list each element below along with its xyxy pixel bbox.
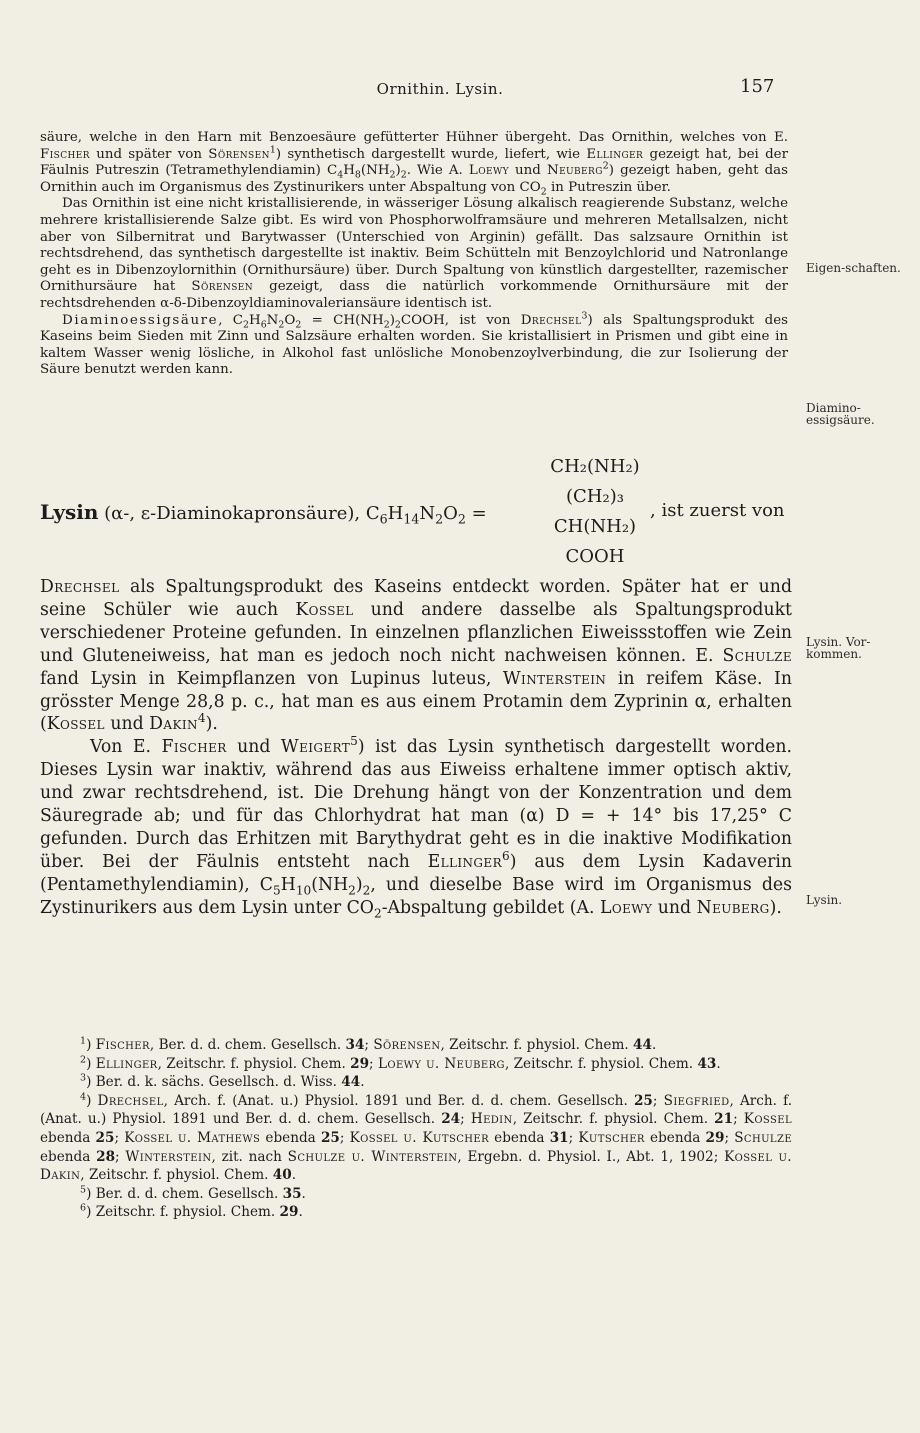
lysin-formula (40, 452, 800, 578)
author-name: Sörensen (191, 279, 254, 295)
author-name: Fischer (40, 146, 90, 162)
author-name: Winterstein (502, 668, 607, 689)
footnote-ref: 5 (350, 734, 358, 749)
footnotes (40, 1036, 792, 1222)
author-name: Ellinger (586, 146, 644, 162)
footnote-6: $^6$) Zeitschr. f. physiol. Chem. 29. (80, 1202, 303, 1221)
formula-line: COOH (565, 546, 625, 567)
footnote-ref: 3 (581, 310, 588, 322)
author-name: Kossel (295, 599, 354, 620)
footnote-ref: 4 (197, 711, 206, 726)
author-name: Drechsel (40, 577, 120, 597)
paragraph-diaminoessigsaeure: Diaminoessigsäure, $C_2H_6N_2O_2$ = $CH(NH_2)_2COOH$, ist von Drechsel$^3$) als Spaltungsprodukt des Kaseins beim Sieden mit Zinn und Salzsäure erhalten worden. Sie kristallisiert in Prismen und gibt eine in kaltem Wasser wenig lösliche, in Alkohol fast unlösliche Monobenzoylverbindung, die zur Isolierung der Säure benutzt werden kann. (40, 310, 788, 378)
margin-note-eigenschaften: Eigen-schaften. (806, 261, 901, 275)
author-name: Drechsel (520, 312, 582, 328)
paragraph-ornithin-continued: säure, welche in den Harn mit Benzoesäure gefütterter Hühner übergeht. Das Ornithin, welches von E. Fischer und später von Sörensen$^1$) synthetisch dargestellt wurde, liefert, wie Ellinger gezeigt hat, bei der Fäulnis Putreszin (Tetramethylendiamin) $C_4H_8(NH_2)_2$. Wie A. Loewy und Neuberg$^2$) gezeigt haben, geht das Ornithin auch im Organismus des Zystinurikers unter Abspaltung von $CO_2$ in Putreszin über. (40, 130, 788, 198)
footnote-4: $^4$) Drechsel, Arch. f. (Anat. u.) Physiol. 1891 und Ber. d. d. chem. Gesellsch. 25; Siegfried, Arch. f. (Anat. u.) Physiol. 1891 und Ber. d. d. chem. Gesellsch. 24; Hedin, Zeitschr. f. physiol. Chem. 21; Kossel ebenda 25; Kossel u. Mathews ebenda 25; Kossel u. Kutscher ebenda 31; Kutscher ebenda 29; Schulze ebenda 28; Winterstein, zit. nach Schulze u. Winterstein, Ergebn. d. Physiol. I., Abt. 1, 1902; Kossel u. Dakin, Zeitschr. f. physiol. Chem. 40. (40, 1091, 793, 1184)
author-name: Kossel (46, 714, 105, 735)
footnote-2: $^2$) Ellinger, Zeitschr. f. physiol. Chem. 29; Loewy u. Neuberg, Zeitschr. f. physiol. Chem. 43. (80, 1054, 721, 1072)
author-name: Loewy (599, 897, 653, 918)
formula-tail: , ist zuerst von (650, 500, 785, 521)
paragraph-lysin-occurrence: Drechsel als Spaltungsprodukt des Kaseins entdeckt worden. Später hat er und seine Schüler wie auch Kossel und andere dasselbe als Spaltungsprodukt verschiedener Proteine gefunden. In einzelnen pflanzlichen Eiweissstoffen wie Zein und Gluteneiweiss, hat man es jedoch noch nicht nachweisen können. E. Schulze fand Lysin in Keimpflanzen von Lupinus luteus, Winterstein in reifem Käse. In grösster Menge 28,8 p. c., hat man es aus einem Protamin dem Zyprinin α, erhalten (Kossel und Dakin$^4$). (40, 577, 793, 735)
running-title: Ornithin. Lysin. (376, 80, 504, 98)
author-name: Neuberg (546, 163, 603, 179)
author-name: Loewy (468, 163, 509, 179)
structural-formula (540, 452, 650, 572)
paragraph-ornithin-properties: Das Ornithin ist eine nicht kristallisierende, in wässeriger Lösung alkalisch reagierende Substanz, welche mehrere kristallisierende Salze gibt. Es wird von Phosphorwolframsäure und mehreren Metallsalzen, nicht aber von Silbernitrat und Barytwasser (Unterschied von Arginin) gefällt. Das salzsaure Ornithin ist rechtsdrehend, das synthetisch dargestellte ist inaktiv. Beim Schütteln mit Benzoylchlorid und Natronlange geht es in Dibenzoylornithin (Ornithursäure) über. Durch Spaltung von künstlich dargestellter, razemischer Ornithursäure hat Sörensen gezeigt, dass die natürlich vorkommende Ornithursäure mit der rechtsdrehenden α-δ-Dibenzoyldiaminovaleriansäure identisch ist. (40, 196, 789, 311)
page-number: 157 (740, 76, 775, 97)
margin-note-lysin: Lysin. (806, 893, 843, 907)
footnote-ref: 2 (602, 160, 609, 172)
margin-note-vorkommen: Lysin. Vor-kommen. (806, 635, 871, 661)
author-name: Sörensen (208, 146, 270, 162)
spaced-term: Diaminoessigsäure (62, 312, 219, 328)
author-name: Weigert (280, 737, 351, 758)
footnote-5: $^5$) Ber. d. d. chem. Gesellsch. 35. (80, 1184, 306, 1202)
formula-lead: Lysin (α-, ε-Diaminokapronsäure), $C_6H_{14}N_2O_2$ = (40, 500, 487, 527)
small-print-section (40, 130, 788, 379)
formula-line: (CH₂)₃ (566, 486, 624, 507)
footnote-3: $^3$) Ber. d. k. sächs. Gesellsch. d. Wiss. 44. (80, 1072, 365, 1091)
author-name: Neuberg (696, 897, 770, 918)
footnote-ref: 6 (502, 849, 510, 864)
author-name: Schulze (722, 645, 792, 666)
footnote-1: $^1$) Fischer, Ber. d. d. chem. Gesellsch. 34; Sörensen, Zeitschr. f. physiol. Chem. 44. (80, 1035, 657, 1053)
footnote-ref: 1 (269, 144, 276, 156)
section-heading-lysin: Lysin (40, 500, 99, 524)
formula-line: CH₂(NH₂) (550, 456, 640, 477)
large-print-section (40, 576, 792, 920)
margin-note-diaminoessigsaeure: Diamino-essigsäure. (806, 401, 875, 427)
formula-line: CH(NH₂) (553, 516, 637, 537)
author-name: Fischer (161, 737, 227, 758)
paragraph-lysin-synthesis: Von E. Fischer und Weigert$^5$) ist das Lysin synthetisch dargestellt worden. Dieses Lysin war inaktiv, während das aus Eiweiss erhaltene immer optisch aktiv, und zwar rechtsdrehend, ist. Die Drehung hängt von der Konzentration und dem Säuregrade ab; und für das Chlorhydrat hat man (α) D = + 14° bis 17,25° C gefunden. Durch das Erhitzen mit Barythydrat geht es in die inaktive Modifikation über. Bei der Fäulnis entsteht nach Ellinger$^6$) aus dem Lysin Kadaverin (Pentamethylendiamin), $C_5H_{10}(NH_2)_2$, und dieselbe Base wird im Organismus des Zystinurikers aus dem Lysin unter $CO_2$-Abspaltung gebildet (A. Loewy und Neuberg). (40, 734, 792, 921)
author-name: Ellinger (427, 851, 503, 872)
author-name: Dakin (149, 714, 198, 735)
